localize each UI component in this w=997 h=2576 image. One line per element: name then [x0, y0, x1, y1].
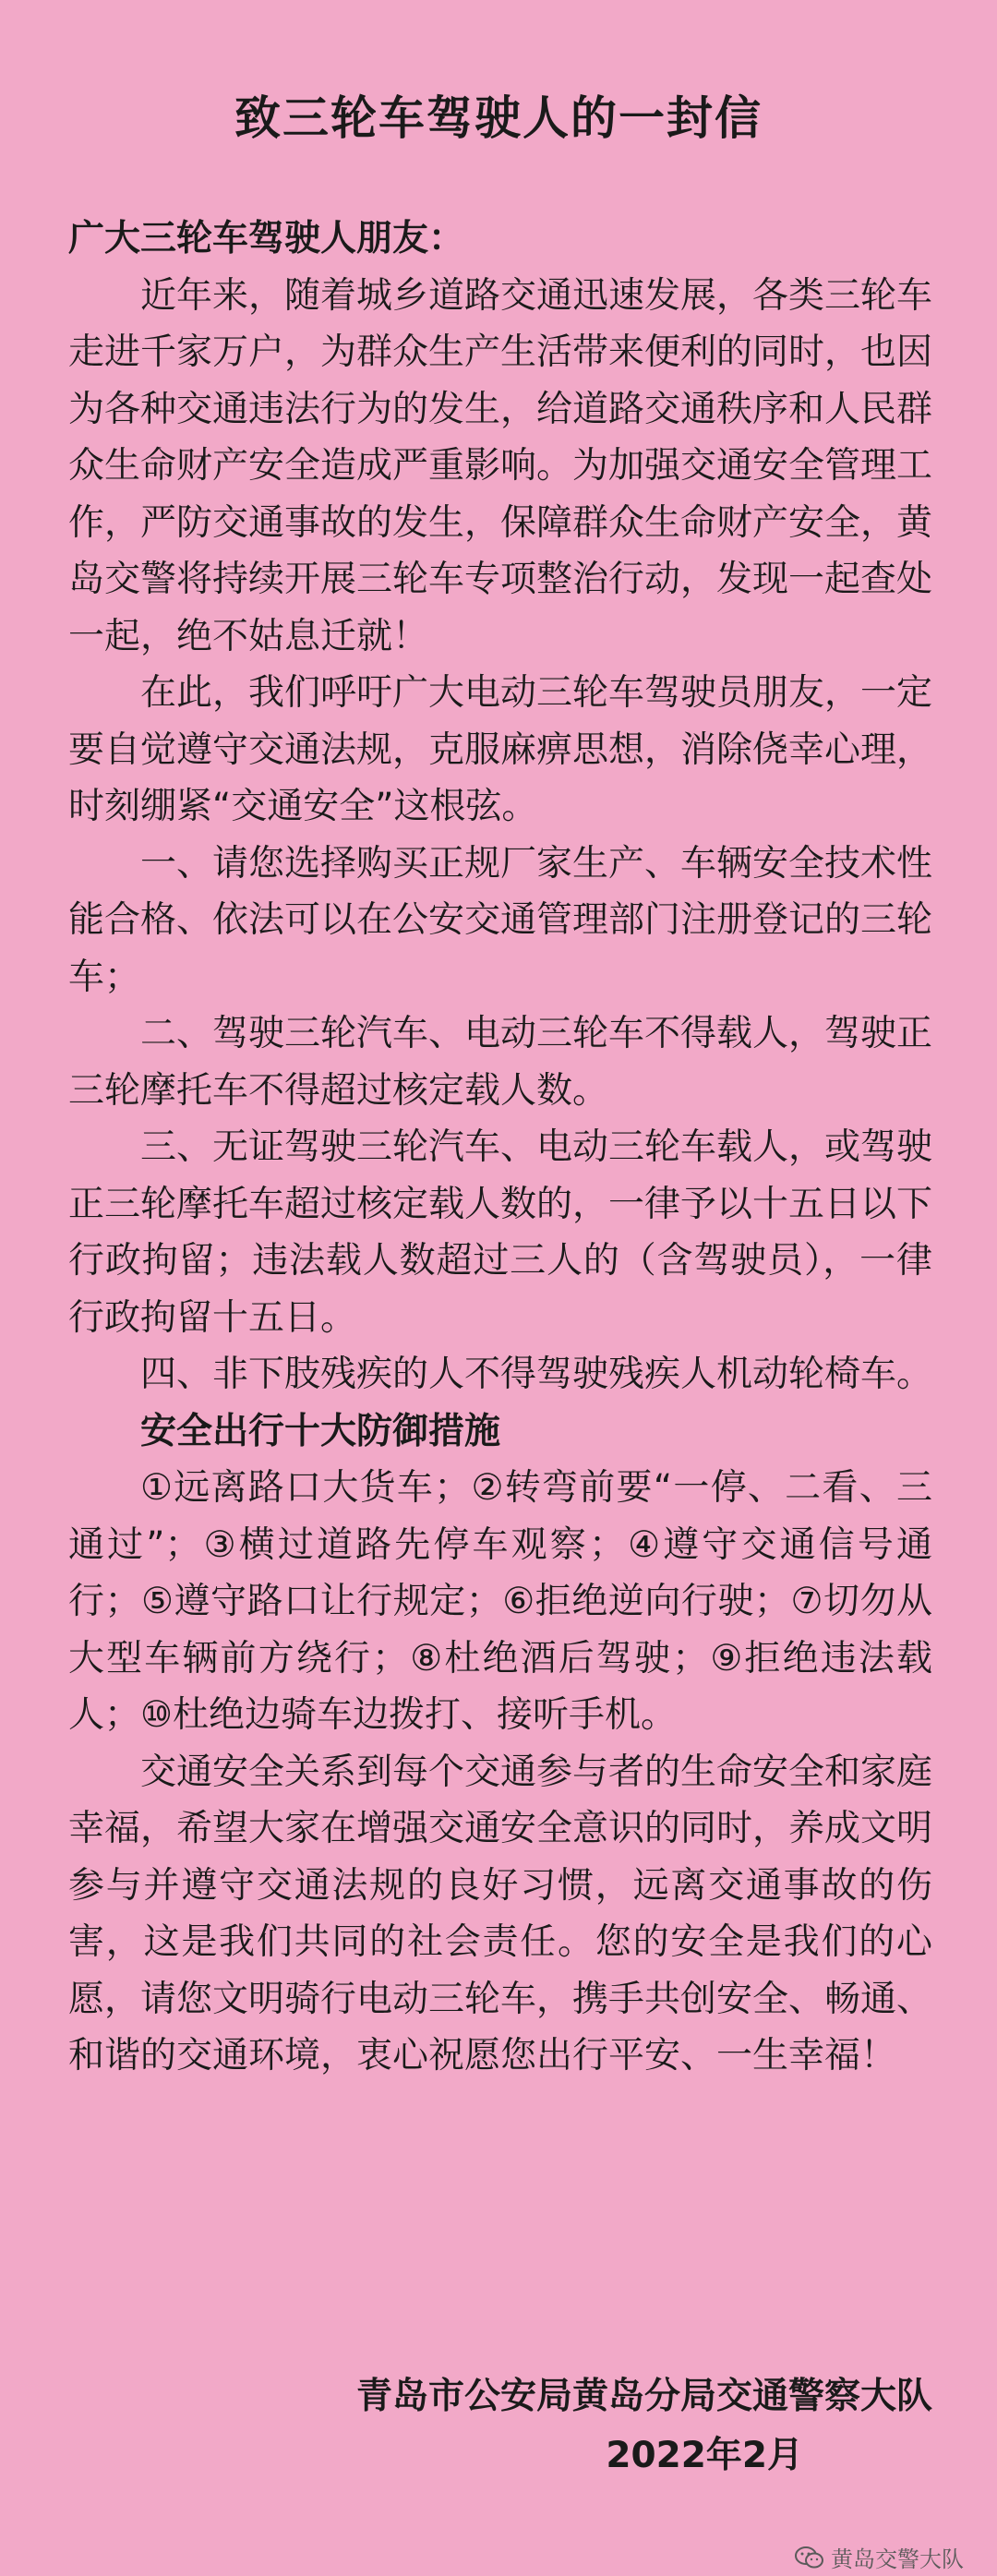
watermark	[794, 2541, 964, 2573]
closing-paragraph: 交通安全关系到每个交通参与者的生命安全和家庭幸福，希望大家在增强交通安全意识的同时，养成文明参与并遵守交通法规的良好习惯，远离交通事故的伤害，这是我们共同的社会责任。您的安全是我们的心愿，请您文明骑行电动三轮车，携手共创安全、畅通、和谐的交通环境，衷心祝愿您出行平安、一生幸福！	[68, 1751, 933, 2076]
intro-paragraph: 近年来，随着城乡道路交通迅速发展，各类三轮车走进千家万户，为群众生产生活带来便利的同时，也因为各种交通违法行为的发生，给道路交通秩序和人民群众生命财产安全造成严重影响。为加强交通安全管理工作，严防交通事故的发生，保障群众生命财产安全，黄岛交警将持续开展三轮车专项整治行动，发现一起查处一起，绝不姑息迁就！	[68, 274, 933, 657]
measures-heading: 安全出行十大防御措施	[140, 1410, 501, 1452]
salutation: 广大三轮车驾驶人朋友：	[68, 218, 465, 259]
appeal-paragraph: 在此，我们呼吁广大电动三轮车驾驶员朋友，一定要自觉遵守交通法规，克服麻痹思想，消除侥幸心理，时刻绷紧“交通安全”这根弦。	[68, 672, 933, 827]
measures-list: ①远离路口大货车；②转弯前要“一停、二看、三通过”；③横过道路先停车观察；④遵守交通信号通行；⑤遵守路口让行规定；⑥拒绝逆向行驶；⑦切勿从大型车辆前方绕行；⑧杜绝酒后驾驶；⑨拒绝违法载人；⑩杜绝边骑车边拨打、接听手机。	[68, 1467, 932, 1736]
watermark-text: 黄岛交警大队	[831, 2546, 964, 2572]
signature-date: 2022年2月	[606, 2435, 803, 2476]
page-title: 致三轮车驾驶人的一封信	[234, 91, 763, 145]
wechat-icon	[794, 2546, 825, 2570]
signature-block	[356, 2367, 932, 2486]
rule-item-3: 三、无证驾驶三轮汽车、电动三轮车载人，或驾驶正三轮摩托车超过核定载人数的，一律予以十五日以下行政拘留；违法载人数超过三人的（含驾驶员），一律行政拘留十五日。	[68, 1126, 933, 1339]
rule-item-2: 二、驾驶三轮汽车、电动三轮车不得载人，驾驶正三轮摩托车不得超过核定载人数。	[68, 1013, 933, 1112]
rule-item-1: 一、请您选择购买正规厂家生产、车辆安全技术性能合格、依法可以在公安交通管理部门注册登记的三轮车；	[68, 842, 933, 998]
letter-body	[68, 211, 932, 2085]
signature-org: 青岛市公安局黄岛分局交通警察大队	[355, 2376, 932, 2417]
rule-item-4: 四、非下肢残疾的人不得驾驶残疾人机动轮椅车。	[140, 1354, 933, 1395]
